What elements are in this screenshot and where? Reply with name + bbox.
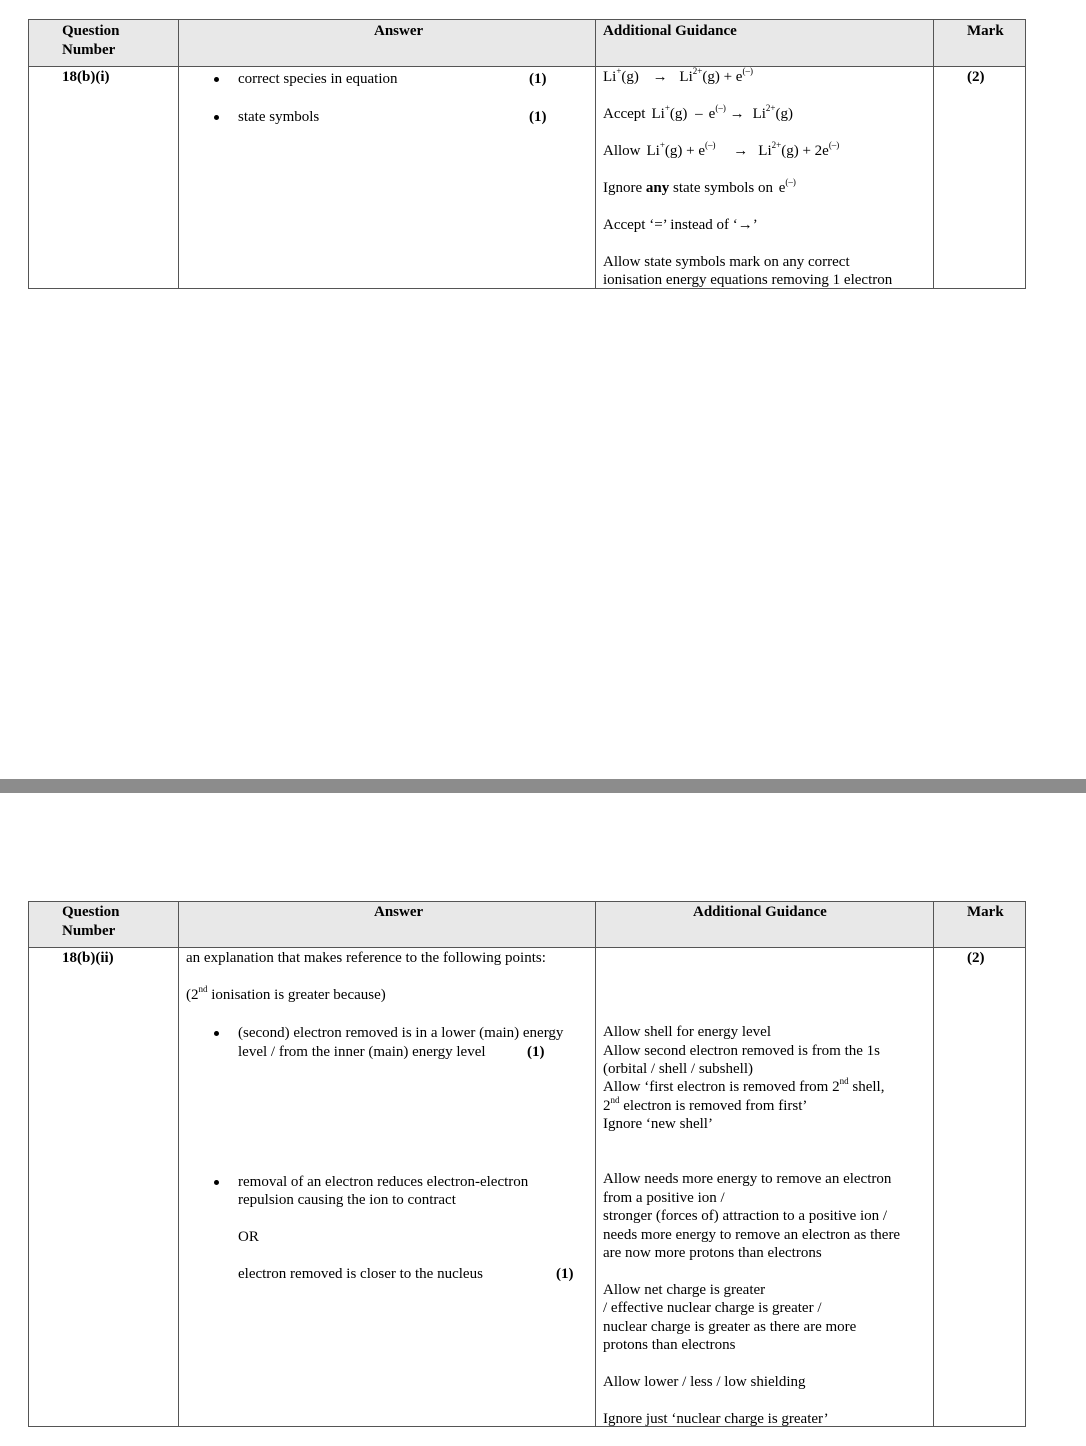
ignore-electron-charge: (–) bbox=[785, 177, 796, 187]
guidance-3-line2: / effective nuclear charge is greater / bbox=[603, 1300, 822, 1316]
answer-point-2-line2: repulsion causing the ion to contract bbox=[238, 1192, 456, 1208]
answer-point-1-mark: (1) bbox=[527, 1044, 545, 1060]
eq-lhs-charge: + bbox=[664, 103, 670, 113]
intro2-post: ionisation is greater because) bbox=[207, 987, 386, 1003]
eq-lhs-state: (g) bbox=[669, 106, 688, 122]
header-answer: Answer bbox=[374, 904, 424, 920]
eq-lhs: Li bbox=[603, 69, 617, 85]
g1-l4-post: shell, bbox=[848, 1079, 885, 1095]
table-1-col-line-3 bbox=[933, 19, 934, 289]
header-question-number-line2: Number bbox=[62, 42, 116, 58]
question-number: 18(b)(ii) bbox=[62, 950, 114, 966]
guidance-4: Allow lower / less / low shielding bbox=[603, 1374, 806, 1390]
question-mark: (2) bbox=[967, 69, 985, 85]
answer-point-1-line1: (second) electron removed is in a lower (main) energy bbox=[238, 1025, 564, 1041]
guidance-accept-equation bbox=[603, 105, 793, 123]
guidance-ignore-state-symbols bbox=[603, 179, 796, 197]
arrow-right-icon: → bbox=[729, 106, 745, 122]
guidance-main-equation bbox=[603, 68, 753, 86]
ignore-emphasis: any bbox=[645, 180, 670, 196]
answer-intro-2 bbox=[186, 986, 386, 1004]
eq-electron-charge: (–) bbox=[715, 103, 726, 113]
eq-lhs: Li bbox=[651, 106, 665, 122]
header-additional-guidance: Additional Guidance bbox=[603, 23, 737, 39]
eq-rhs-charge: 2+ bbox=[765, 103, 776, 113]
table-2-col-line-1 bbox=[178, 901, 179, 1427]
eq-rhs-electron-charge: (–) bbox=[742, 66, 753, 76]
guidance-3-line4: protons than electrons bbox=[603, 1337, 736, 1353]
answer-point-2-line1: removal of an electron reduces electron-electron bbox=[238, 1174, 529, 1190]
answer-point-2-alt: electron removed is closer to the nucleus bbox=[238, 1266, 483, 1282]
answer-point-2-or: OR bbox=[238, 1229, 259, 1245]
ignore-text: state symbols on bbox=[673, 180, 773, 196]
eq-lhs-state: (g) bbox=[621, 69, 639, 85]
eq-rhs-electron-charge: (–) bbox=[828, 140, 840, 150]
table-1-col-line-1 bbox=[178, 19, 179, 289]
arrow-right-icon: → bbox=[733, 143, 749, 159]
guidance-allow-state-line1: Allow state symbols mark on any correct bbox=[603, 254, 850, 270]
eq-rhs: Li bbox=[679, 69, 693, 85]
answer-point-2: state symbols bbox=[238, 109, 320, 125]
guidance-3-line1: Allow net charge is greater bbox=[603, 1282, 766, 1298]
answer-point-1-mark: (1) bbox=[529, 71, 547, 87]
guidance-allow-equation bbox=[603, 142, 839, 160]
guidance-2-line1: Allow needs more energy to remove an electron bbox=[603, 1171, 892, 1187]
eq-rhs-state: (g) + 2e bbox=[781, 143, 829, 159]
eq-lhs: Li bbox=[646, 143, 660, 159]
accept-prefix: Accept bbox=[603, 106, 646, 122]
header-mark: Mark bbox=[967, 23, 1004, 39]
guidance-2-line2: from a positive ion / bbox=[603, 1190, 725, 1206]
eq-rhs: Li bbox=[752, 106, 766, 122]
ignore-prefix: Ignore bbox=[603, 180, 643, 196]
table-2-col-line-2 bbox=[595, 901, 596, 1427]
bullet-icon bbox=[214, 1180, 219, 1185]
eq-lhs-charge: + bbox=[659, 140, 665, 150]
minus-sign: – bbox=[695, 106, 703, 122]
g1-l5-post: electron is removed from first’ bbox=[619, 1098, 808, 1114]
guidance-1-line2: Allow second electron removed is from the 1s bbox=[603, 1043, 881, 1059]
header-mark: Mark bbox=[967, 904, 1004, 920]
guidance-1-line6: Ignore ‘new shell’ bbox=[603, 1116, 713, 1132]
eq-lhs-charge: + bbox=[616, 66, 622, 76]
guidance-allow-state-line2: ionisation energy equations removing 1 electron bbox=[603, 272, 893, 288]
answer-intro: an explanation that makes reference to the following points: bbox=[186, 950, 546, 966]
page-divider bbox=[0, 779, 1086, 793]
eq-rhs-state: (g) bbox=[775, 106, 793, 122]
eq-lhs-electron-charge: (–) bbox=[705, 140, 716, 150]
answer-point-1: correct species in equation bbox=[238, 71, 398, 87]
guidance-1-line1: Allow shell for energy level bbox=[603, 1024, 772, 1040]
table-1-col-line-0 bbox=[28, 19, 29, 289]
header-answer: Answer bbox=[374, 23, 424, 39]
guidance-2-line3: stronger (forces of) attraction to a positive ion / bbox=[603, 1208, 888, 1224]
guidance-5: Ignore just ‘nuclear charge is greater’ bbox=[603, 1411, 829, 1427]
table-1-col-line-2 bbox=[595, 19, 596, 289]
table-2-col-line-0 bbox=[28, 901, 29, 1427]
table-2-col-line-3 bbox=[933, 901, 934, 1427]
bullet-icon bbox=[214, 77, 219, 82]
answer-point-2-mark: (1) bbox=[529, 109, 547, 125]
header-question-number-line1: Question bbox=[62, 23, 120, 39]
eq-lhs-state: (g) + e bbox=[664, 143, 706, 159]
header-additional-guidance: Additional Guidance bbox=[693, 904, 827, 920]
question-mark: (2) bbox=[967, 950, 985, 966]
guidance-2-line4: needs more energy to remove an electron as there bbox=[603, 1227, 901, 1243]
bullet-icon bbox=[214, 1031, 219, 1036]
arrow-right-icon: → bbox=[652, 69, 668, 85]
guidance-3-line3: nuclear charge is greater as there are more bbox=[603, 1319, 857, 1335]
eq-electron: e bbox=[708, 106, 716, 122]
intro2-sup: nd bbox=[198, 984, 208, 994]
header-question-number-line1: Question bbox=[62, 904, 120, 920]
ignore-electron: e bbox=[778, 180, 786, 196]
question-number: 18(b)(i) bbox=[62, 69, 110, 85]
eq-rhs-charge: 2+ bbox=[692, 66, 703, 76]
guidance-1-line3: (orbital / shell / subshell) bbox=[603, 1061, 753, 1077]
guidance-1-line4 bbox=[603, 1078, 884, 1096]
g1-l4-sup: nd bbox=[839, 1076, 849, 1086]
answer-point-2-mark: (1) bbox=[556, 1266, 574, 1282]
answer-point-1-line2: level / from the inner (main) energy level bbox=[238, 1044, 486, 1060]
allow-prefix: Allow bbox=[603, 143, 641, 159]
table-1-col-line-4 bbox=[1025, 19, 1026, 289]
g1-l4-pre: Allow ‘first electron is removed from 2 bbox=[603, 1079, 840, 1095]
header-question-number-line2: Number bbox=[62, 923, 116, 939]
guidance-accept-equals: Accept ‘=’ instead of ‘→’ bbox=[603, 217, 758, 233]
guidance-1-line5 bbox=[603, 1097, 807, 1115]
bullet-icon bbox=[214, 115, 219, 120]
intro2-pre: (2 bbox=[186, 987, 199, 1003]
eq-rhs: Li bbox=[758, 143, 772, 159]
eq-rhs-charge: 2+ bbox=[771, 140, 782, 150]
guidance-2-line5: are now more protons than electrons bbox=[603, 1245, 822, 1261]
g1-l5-pre: 2 bbox=[603, 1098, 611, 1114]
table-2-col-line-4 bbox=[1025, 901, 1026, 1427]
g1-l5-sup: nd bbox=[610, 1095, 620, 1105]
eq-rhs-state: (g) + e bbox=[702, 69, 743, 85]
